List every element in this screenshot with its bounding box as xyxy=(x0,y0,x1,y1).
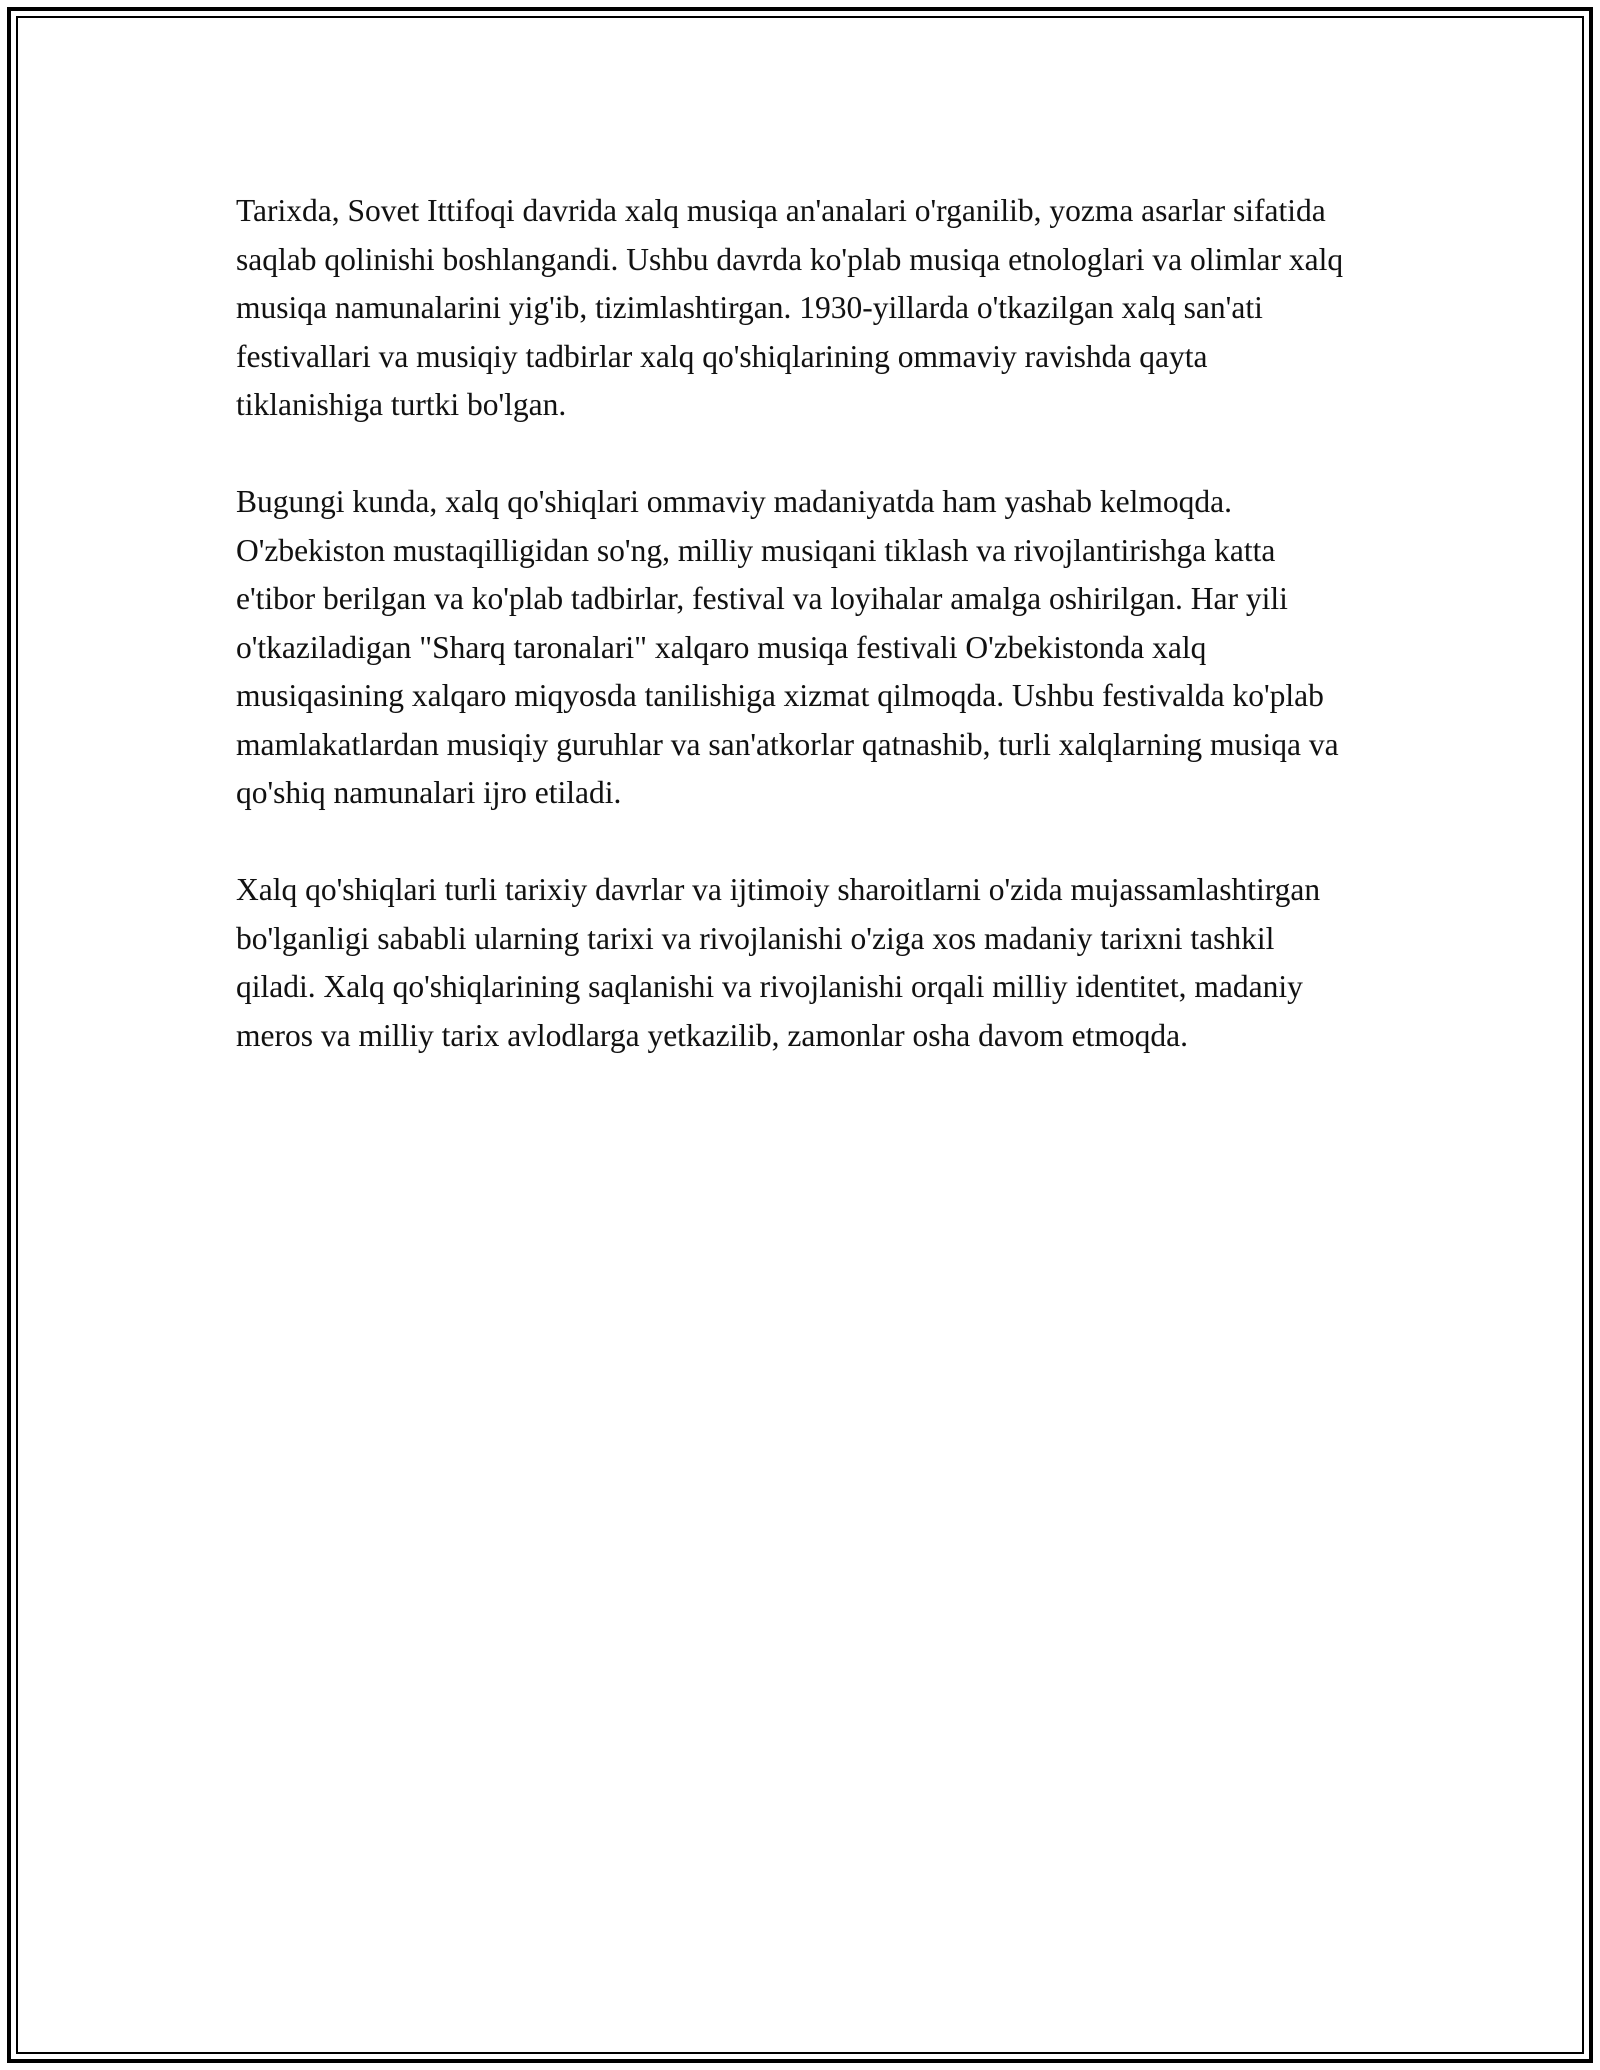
paragraph: Bugungi kunda, xalq qo'shiqlari ommaviy madaniyatda ham yashab kelmoqda. O'zbekiston mustaqilligidan so'ng, milliy musiqani tiklash va rivojlantirishga katta e'tibor berilgan va ko'plab tadbirlar, festival va loyihalar amalga oshirilgan. Har yili o'tkaziladigan "Sharq taronalari" xalqaro musiqa festivali O'zbekistonda xalq musiqasining xalqaro miqyosda tanilishiga xizmat qilmoqda. Ushbu festivalda ko'plab mamlakatlardan musiqiy guruhlar va san'atkorlar qatnashib, turli xalqlarning musiqa va qo'shiq namunalari ijro etiladi. xyxy=(236,484,1339,810)
document-body xyxy=(236,187,1356,1109)
paragraph: Tarixda, Sovet Ittifoqi davrida xalq musiqa an'analari o'rganilib, yozma asarlar sifatida saqlab qolinishi boshlangandi. Ushbu davrda ko'plab musiqa etnologlari va olimlar xalq musiqa namunalarini yig'ib, tizimlashtirgan. 1930-yillarda o'tkazilgan xalq san'ati festivallari va musiqiy tadbirlar xalq qo'shiqlarining ommaviy ravishda qayta tiklanishiga turtki bo'lgan. xyxy=(236,193,1344,422)
paragraph: Xalq qo'shiqlari turli tarixiy davrlar va ijtimoiy sharoitlarni o'zida mujassamlashtirgan bo'lganligi sababli ularning tarixi va rivojlanishi o'ziga xos madaniy tarixni tashkil qiladi. Xalq qo'shiqlarining saqlanishi va rivojlanishi orqali milliy identitet, madaniy meros va milliy tarix avlodlarga yetkazilib, zamonlar osha davom etmoqda. xyxy=(236,872,1321,1053)
